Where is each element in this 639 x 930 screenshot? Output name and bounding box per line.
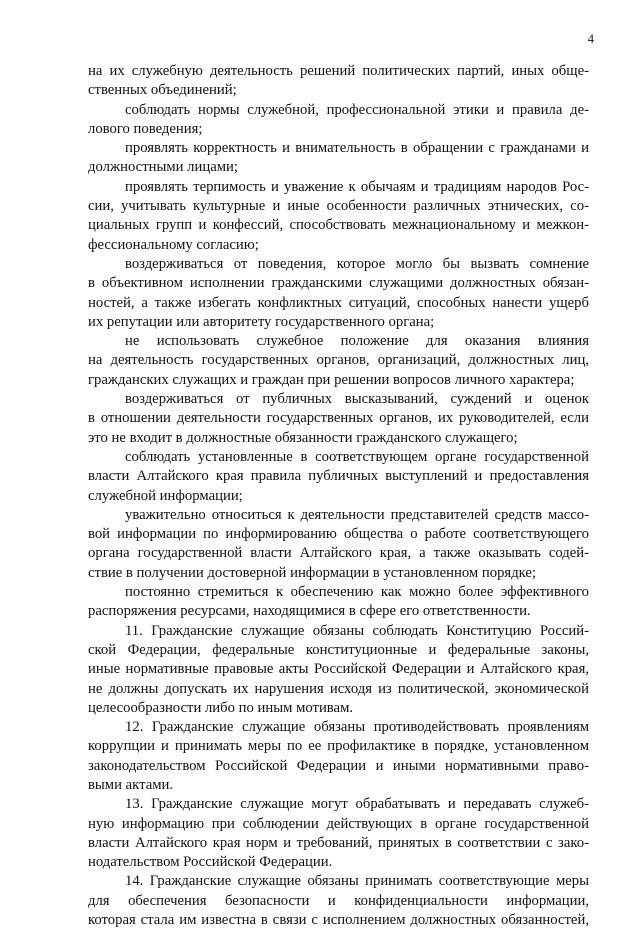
page-number: 4 <box>587 32 594 46</box>
text-line: постоянно стремиться к обеспечению как можно более эффективного <box>125 584 589 601</box>
text-line: целесообразности либо по иным мотивам. <box>88 699 354 716</box>
text-line: 14. Гражданские служащие обязаны принимать соответствующие меры <box>125 873 589 890</box>
text-line: 13. Гражданские служащие могут обрабатывать и передавать служеб- <box>125 796 589 813</box>
text-line: которая стала им известна в связи с исполнением должностных обязанностей, <box>88 912 589 929</box>
text-line: не использовать служебное положение для оказания влияния <box>125 333 589 350</box>
text-line: проявлять корректность и внимательность в обращении с гражданами и <box>125 140 589 157</box>
text-line: ственных объединений; <box>88 82 237 99</box>
text-line: гражданских служащих и граждан при решении вопросов личного характера; <box>88 371 575 388</box>
text-line: не должны допускать их нарушения исходя из политической, экономической <box>88 680 589 697</box>
text-line: в объективном исполнении гражданскими служащими должностных обязан- <box>88 275 589 292</box>
text-line: 11. Гражданские служащие обязаны соблюдать Конституцию Россий- <box>125 622 589 639</box>
text-line: соблюдать нормы служебной, профессиональной этики и правила де- <box>125 101 589 118</box>
text-line: на их служебную деятельность решений политических партий, иных обще- <box>88 63 589 79</box>
text-line: фессиональному согласию; <box>88 236 259 253</box>
text-line: органа государственной власти Алтайского края, а также оказывать содей- <box>88 545 589 562</box>
text-line: служебной информации; <box>88 487 243 504</box>
text-line: власти Алтайского края правила публичных выступлений и предоставления <box>88 468 589 485</box>
text-line: проявлять терпимость и уважение к обычаям и традициям народов Рос- <box>125 178 589 195</box>
text-line: воздерживаться от публичных высказываний, суждений и оценок <box>125 391 589 408</box>
text-line: коррупции и принимать меры по ее профилактике в порядке, установленном <box>88 738 589 755</box>
text-line: в отношении деятельности государственных органов, их руководителей, если <box>88 410 589 427</box>
text-line: для обеспечения безопасности и конфиденциальности информации, <box>88 892 589 909</box>
text-line: распоряжения ресурсами, находящимися в сфере его ответственности. <box>88 603 531 620</box>
text-line: ствие в получении достоверной информации в установленном порядке; <box>88 564 537 581</box>
text-line: на деятельность государственных органов, организаций, должностных лиц, <box>88 352 589 369</box>
text-line: это не входит в должностные обязанности гражданского служащего; <box>88 429 518 446</box>
text-line: сии, учитывать культурные и иные особенности различных этнических, со- <box>88 198 589 215</box>
text-line: уважительно относиться к деятельности представителей средств массо- <box>125 506 589 523</box>
text-line: ную информацию при соблюдении действующих в органе государственной <box>88 815 589 832</box>
text-line: 12. Гражданские служащие обязаны противодействовать проявлениям <box>125 719 589 736</box>
text-line: иные нормативные правовые акты Российской Федерации и Алтайского края, <box>88 661 589 678</box>
text-line: их репутации или авторитету государственного органа; <box>88 313 435 330</box>
text-line: воздерживаться от поведения, которое могло бы вызвать сомнение <box>125 255 589 272</box>
text-line: ской Федерации, федеральные конституционные и федеральные законы, <box>88 641 589 658</box>
text-line: власти Алтайского края норм и требований, принятых в соответствии с зако- <box>88 834 589 851</box>
text-line: вой информации по информированию общества о работе соответствующего <box>88 526 589 543</box>
text-line: должностными лицами; <box>88 159 238 176</box>
text-line: выми актами. <box>88 776 174 793</box>
document-body <box>88 62 589 930</box>
text-line: лового поведения; <box>88 120 203 137</box>
text-line: нодательством Российской Федерации. <box>88 854 333 871</box>
text-line: циальных групп и конфессий, способствовать межнациональному и межкон- <box>88 217 589 234</box>
text-line: соблюдать установленные в соответствующем органе государственной <box>125 448 589 465</box>
text-line: законодательством Российской Федерации и иными нормативными право- <box>88 757 589 774</box>
text-line: ностей, а также избегать конфликтных ситуаций, способных нанести ущерб <box>88 294 589 311</box>
